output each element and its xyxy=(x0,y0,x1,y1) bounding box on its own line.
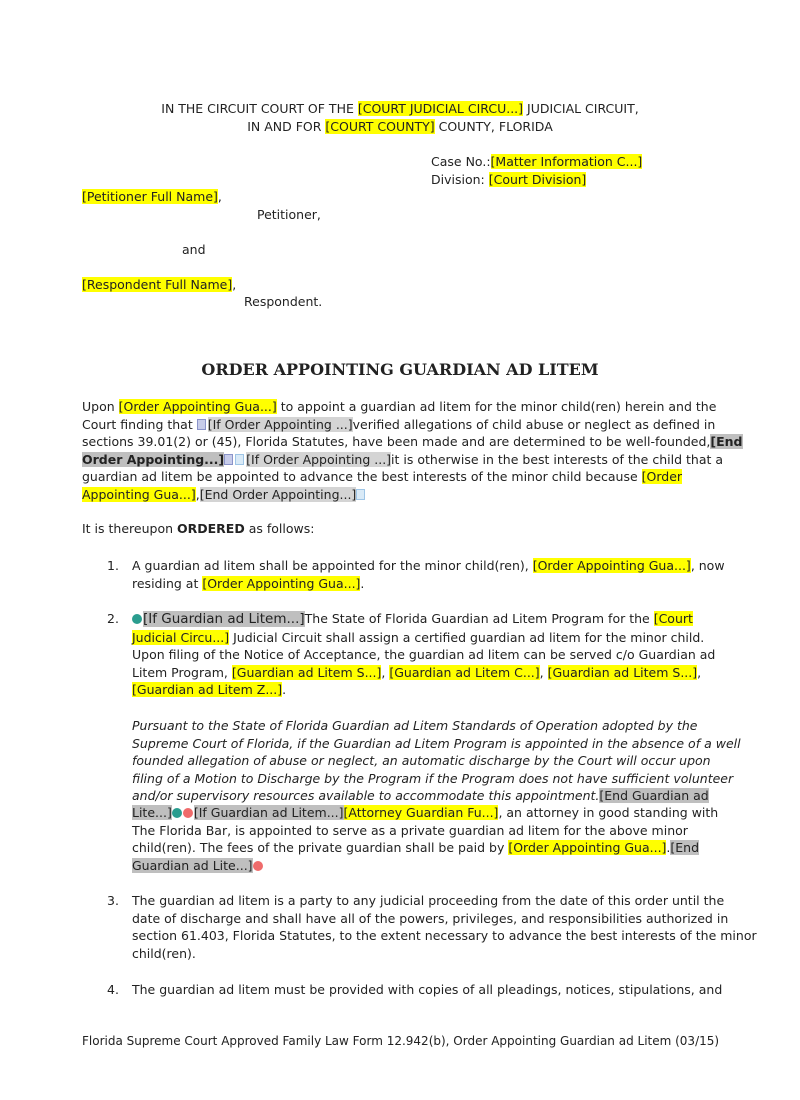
item-number: 4. xyxy=(107,982,119,997)
order-field[interactable]: [Order Appointing Gua...] xyxy=(118,399,277,414)
end-conditional-field[interactable]: [End xyxy=(710,434,743,449)
court-header-line1: IN THE CIRCUIT COURT OF THE [COURT JUDICIAL CIRCU...] JUDICIAL CIRCUIT, xyxy=(161,101,639,116)
respondent-label: Respondent. xyxy=(244,294,323,309)
item-number: 2. xyxy=(107,611,119,626)
petitioner-name: [Petitioner Full Name], xyxy=(82,189,222,204)
conditional-marker-icon[interactable] xyxy=(356,489,365,500)
red-marker-icon[interactable] xyxy=(253,861,263,871)
order-field[interactable]: [Order Appointing Gua...] xyxy=(508,840,667,855)
item-number: 3. xyxy=(107,893,119,908)
ordered-line: It is thereupon ORDERED as follows: xyxy=(82,521,315,536)
end-conditional-field[interactable]: Order Appointing...] xyxy=(82,451,225,467)
conditional-marker-icon[interactable] xyxy=(197,419,206,430)
order-field[interactable]: Appointing Gua...] xyxy=(82,486,196,502)
form-footer: Florida Supreme Court Approved Family Law Form 12.942(b), Order Appointing Guardian ad Litem (03/15) xyxy=(82,1034,720,1048)
court-circuit-field[interactable]: Judicial Circu...] xyxy=(132,629,230,645)
order-field[interactable]: [Order Appointing Gua...] xyxy=(202,575,361,591)
green-marker-icon[interactable] xyxy=(172,808,182,818)
order-field[interactable]: [Order xyxy=(641,469,683,484)
order-field[interactable]: [Order Appointing Gua...] xyxy=(532,558,691,573)
item-2-paragraph: [If Guardian ad Litem...]The State of Florida Guardian ad Litem Program for the [Court Judicial Circu...] Judicial Circuit shall assign a certified guardian ad litem for the minor child. Upon filing of the Notice of Acceptance, the guardian ad litem can be served c/o Guardian ad Litem Program, [Guardian ad Litem S...], [Guardian ad Litem C...], [Guardian ad Litem S...], [Guardian ad Litem Z...]. xyxy=(132,611,716,697)
conditional-field[interactable]: [If Guardian ad Litem...] xyxy=(143,611,305,627)
intro-paragraph: Upon [Order Appointing Gua...] to appoint a guardian ad litem for the minor child(ren) herein and the Court finding that [If Order Appointing ...]verified allegations of child abuse or neglect as defined in sections 39.01(2) or (45), Florida Statutes, have been made and are determined to be well-founded,[End Order Appointing...] [If Order Appointing ...]it is otherwise in the best interests of the child that a guardian ad litem be appointed to advance the best interests of the minor child because [Order Appointing Gua...],[End Order Appointing...] xyxy=(82,399,743,502)
court-county-field[interactable]: [COURT COUNTY] xyxy=(325,119,435,134)
conditional-marker-icon[interactable] xyxy=(224,454,233,465)
case-number-field[interactable]: [Matter Information C...] xyxy=(490,154,643,169)
and-label: and xyxy=(182,242,206,257)
red-marker-icon[interactable] xyxy=(183,808,193,818)
conditional-marker-icon[interactable] xyxy=(235,454,244,465)
item-4-paragraph: The guardian ad litem must be provided with copies of all pleadings, notices, stipulations, and xyxy=(132,982,723,997)
court-header-line2: IN AND FOR [COURT COUNTY] COUNTY, FLORIDA xyxy=(247,119,553,134)
respondent-field[interactable]: [Respondent Full Name] xyxy=(82,277,233,292)
green-marker-icon[interactable] xyxy=(132,614,142,624)
gal-zip-field[interactable]: [Guardian ad Litem Z...] xyxy=(132,682,283,697)
end-conditional-field[interactable]: [End Guardian ad xyxy=(599,788,709,803)
petitioner-field[interactable]: [Petitioner Full Name] xyxy=(82,189,218,204)
item-3-paragraph: The guardian ad litem is a party to any judicial proceeding from the date of this order until the date of discharge and shall have all of the powers, privileges, and responsibilities authorized in section 61.403, Florida Statutes, to the extent necessary to advance the best interests of the minor child(ren). xyxy=(132,893,757,961)
gal-state-field[interactable]: [Guardian ad Litem S...] xyxy=(547,664,698,680)
court-circuit-field[interactable]: [COURT JUDICIAL CIRCU...] xyxy=(357,101,524,116)
end-conditional-field[interactable]: Lite...] xyxy=(132,805,172,820)
petitioner-label: Petitioner, xyxy=(257,207,321,222)
end-conditional-field[interactable]: Guardian ad Lite...] xyxy=(132,857,253,873)
document-title: ORDER APPOINTING GUARDIAN AD LITEM xyxy=(201,360,599,379)
division-field[interactable]: [Court Division] xyxy=(488,172,587,187)
item-2-private-gal-paragraph: Lite...] [If Guardian ad Litem...][Attorney Guardian Fu...], an attorney in good standing with The Florida Bar, is appointed to serve as a private guardian ad litem for the above minor child(ren). The fees of the private guardian shall be paid by [Order Appointing Gua...].[End Guardian ad Lite...] xyxy=(132,805,719,873)
item-1-paragraph: A guardian ad litem shall be appointed for the minor child(ren), [Order Appointing Gua...], now residing at [Order Appointing Gua...]. xyxy=(132,558,725,591)
end-conditional-field[interactable]: [End Order Appointing...] xyxy=(199,486,357,502)
division: Division: [Court Division] xyxy=(431,172,587,187)
conditional-field[interactable]: [If Order Appointing ...] xyxy=(207,416,353,432)
court-circuit-field[interactable]: [Court xyxy=(653,611,693,626)
attorney-field[interactable]: [Attorney Guardian Fu...] xyxy=(343,805,499,820)
case-number: Case No.:[Matter Information C...] xyxy=(431,154,643,169)
conditional-field[interactable]: [If Order Appointing ...] xyxy=(246,451,392,467)
item-number: 1. xyxy=(107,558,119,573)
conditional-field[interactable]: [If Guardian ad Litem...] xyxy=(193,805,344,820)
gal-city-field[interactable]: [Guardian ad Litem C...] xyxy=(389,664,540,680)
respondent-name: [Respondent Full Name], xyxy=(82,277,237,292)
item-2-standards-paragraph: Pursuant to the State of Florida Guardian ad Litem Standards of Operation adopted by the Supreme Court of Florida, if the Guardian ad Litem Program is appointed in the absence of a well founded allegation of abuse or neglect, an automatic discharge by the Court will occur upon filing of a Motion to Discharge by the Program if the Program does not have sufficient volunteer and/or supervisory resources available to accommodate this appointment.[End Guardian ad xyxy=(132,718,741,803)
gal-street-field[interactable]: [Guardian ad Litem S...] xyxy=(231,664,382,680)
end-conditional-field[interactable]: [End xyxy=(670,840,700,855)
